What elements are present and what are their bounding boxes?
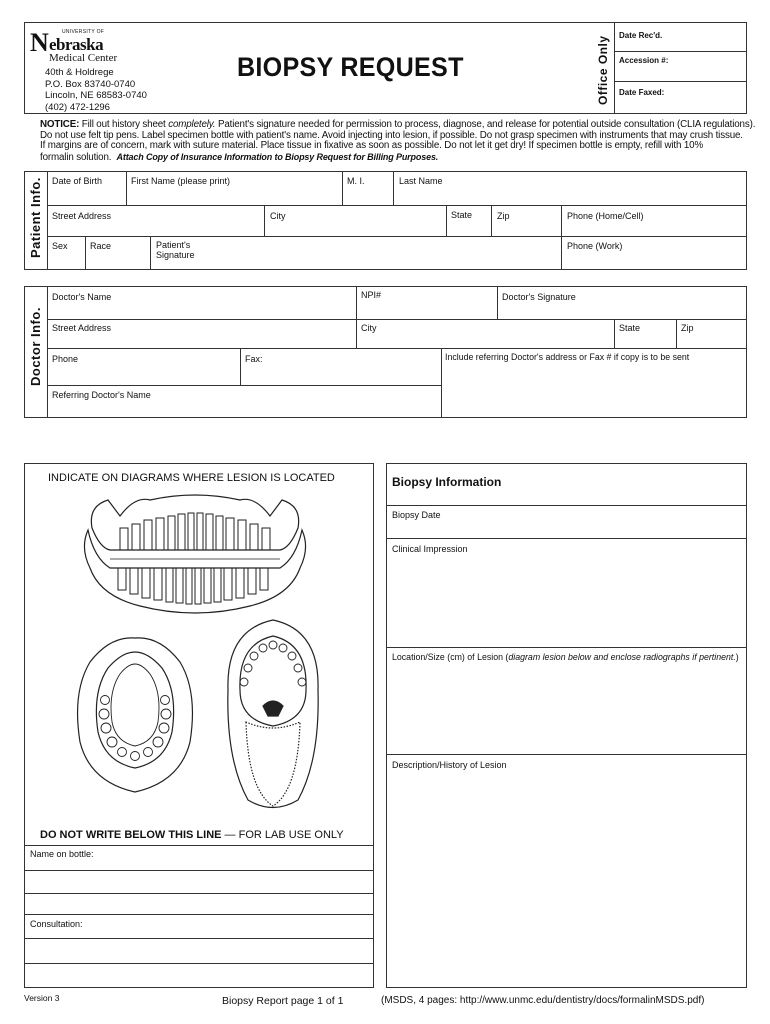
doctor-city-field[interactable]: [357, 334, 613, 347]
description-history-field[interactable]: [387, 772, 746, 986]
diagram-heading: INDICATE ON DIAGRAMS WHERE LESION IS LOCATED: [48, 472, 335, 484]
doctor-name-label: Doctor's Name: [52, 292, 112, 302]
address-line: (402) 472-1296: [45, 101, 110, 113]
notice-line: Do not use felt tip pens. Label specimen bottle with patient's name. Avoid injecting into lesion, if possible. Do not grasp specimen with instruments that may crush tissue.: [40, 129, 743, 141]
doctor-street-field[interactable]: [48, 334, 355, 347]
row-line: [47, 236, 747, 237]
sex-label: Sex: [52, 241, 68, 251]
mi-field[interactable]: [343, 188, 392, 204]
page-title: BIOPSY REQUEST: [237, 52, 464, 82]
doctor-state-field[interactable]: [615, 334, 675, 347]
state-label: State: [451, 210, 473, 220]
location-size-label: [392, 652, 739, 662]
insurance-notice: Attach Copy of Insurance Information to Biopsy Request for Billing Purposes.: [116, 152, 439, 163]
notice-text-d: formalin solution.: [40, 152, 112, 164]
row-line: [24, 893, 374, 894]
biopsy-date-field[interactable]: [387, 521, 746, 537]
npi-field[interactable]: [357, 301, 496, 318]
doctor-signature-label: Doctor's Signature: [502, 292, 576, 302]
doctor-name-field[interactable]: [48, 303, 355, 318]
clinical-impression-label: Clinical Impression: [392, 544, 468, 554]
location-label-b: diagram lesion below and enclose radiographs if pertinent.: [508, 652, 736, 662]
street-label: Street Address: [52, 211, 112, 221]
clinical-impression-field[interactable]: [387, 556, 746, 646]
doctor-zip-label: Zip: [681, 323, 694, 333]
lab-use-heading: [40, 829, 344, 841]
row-line: [47, 319, 747, 320]
last-name-field[interactable]: [394, 188, 746, 204]
office-divider: [614, 22, 615, 114]
zip-label: Zip: [497, 211, 510, 221]
description-history-label: Description/History of Lesion: [392, 760, 507, 770]
phone-home-label: Phone (Home/Cell): [567, 211, 644, 221]
signature-label-1: Patient's: [156, 240, 191, 250]
address-block: [45, 67, 147, 113]
doctor-city-label: City: [361, 323, 377, 333]
signature-label-2: Signature: [156, 250, 195, 260]
date-faxed-label: Date Faxed:: [619, 88, 665, 97]
name-on-bottle-label: Name on bottle:: [30, 849, 94, 859]
notice-line: If margins are of concern, mark with suture material. Place tissue in fixative as soon as possible. Do not let it get dry! If specimen bottle is empty, refill with 10%: [40, 140, 704, 152]
phone-home-field[interactable]: [562, 221, 746, 235]
phone-work-field[interactable]: [562, 252, 746, 269]
biopsy-info-heading: Biopsy Information: [392, 475, 502, 489]
row-line: [386, 505, 747, 506]
notice-text-c: Patient's signature needed for permission to process, diagnose, and release for potential outside consultation (CLIA regulations).: [215, 119, 756, 130]
consultation-label: Consultation:: [30, 919, 83, 929]
lab-use-bold: DO NOT WRITE BELOW THIS LINE: [40, 829, 222, 841]
city-label: City: [270, 211, 286, 221]
notice-text-b: completely.: [168, 119, 216, 130]
race-field[interactable]: [86, 252, 149, 269]
doctor-fax-field[interactable]: [241, 366, 440, 384]
notice-line: [40, 152, 750, 164]
page-label: Biopsy Report page 1 of 1: [222, 995, 344, 1007]
mi-label: M. I.: [347, 176, 365, 186]
date-recd-label: Date Rec'd.: [619, 31, 663, 40]
sex-field[interactable]: [48, 252, 84, 269]
msds-link[interactable]: (MSDS, 4 pages: http://www.unmc.edu/dentistry/docs/formalinMSDS.pdf): [381, 995, 705, 1006]
state-field[interactable]: [447, 221, 490, 235]
office-only-label: Office Only: [596, 35, 610, 105]
name-on-bottle-field[interactable]: [25, 860, 373, 908]
signature-label: [156, 240, 195, 260]
doctor-info-label: Doctor Info.: [28, 307, 43, 386]
logo-n-icon: N: [30, 28, 49, 57]
notice-text-a: Fill out history sheet: [79, 119, 169, 130]
address-line: Lincoln, NE 68583-0740: [45, 90, 147, 101]
race-label: Race: [90, 241, 112, 251]
referring-doctor-label: Referring Doctor's Name: [52, 390, 151, 400]
row-line: [24, 963, 374, 964]
row-line: [386, 647, 747, 648]
accession-label: Accession #:: [619, 56, 669, 65]
first-name-label: First Name (please print): [131, 176, 231, 186]
row-line: [24, 938, 374, 939]
doctor-phone-label: Phone: [52, 354, 79, 364]
doctor-phone-field[interactable]: [48, 366, 239, 384]
col-line: [150, 236, 151, 270]
doctor-street-label: Street Address: [52, 323, 112, 333]
city-field[interactable]: [265, 221, 445, 235]
row-line: [47, 385, 441, 386]
doctor-fax-label: Fax:: [245, 354, 263, 364]
version-label: Version 3: [24, 993, 60, 1003]
office-line: [614, 51, 747, 52]
address-line: 40th & Holdrege: [45, 67, 114, 78]
office-line: [614, 81, 747, 82]
row-line: [24, 870, 374, 871]
dob-field[interactable]: [48, 188, 125, 204]
logo-university: UNIVERSITY OF: [62, 29, 105, 35]
first-name-field[interactable]: [127, 188, 341, 204]
date-recd-field[interactable]: [660, 30, 745, 48]
dob-label: Date of Birth: [52, 176, 103, 186]
row-line: [47, 348, 747, 349]
patient-info-label: Patient Info.: [28, 177, 43, 258]
doctor-state-label: State: [619, 323, 641, 333]
unmc-logo: [30, 27, 130, 65]
logo-name-tail: ebraska: [49, 35, 104, 54]
signature-field[interactable]: [200, 240, 560, 269]
notice-text: [40, 119, 756, 164]
accession-field[interactable]: [665, 55, 745, 75]
phone-work-label: Phone (Work): [567, 241, 623, 251]
zip-field[interactable]: [492, 221, 560, 235]
logo-sub: Medical Center: [49, 52, 118, 64]
jaw-diagram: [80, 488, 310, 618]
open-mouth-diagram: [218, 610, 328, 820]
col-line: [441, 348, 442, 418]
location-label-a: Location/Size (cm) of Lesion (: [392, 652, 509, 662]
lower-arch-diagram: [70, 632, 200, 802]
include-note: Include referring Doctor's address or Fax # if copy is to be sent: [445, 352, 690, 362]
npi-label: NPI#: [361, 290, 382, 300]
location-label-c: ): [735, 652, 739, 662]
doctor-zip-field[interactable]: [677, 334, 746, 347]
lab-use-rest: — FOR LAB USE ONLY: [221, 829, 344, 841]
row-line: [386, 538, 747, 539]
last-name-label: Last Name: [399, 176, 443, 186]
lab-divider: [24, 845, 374, 846]
street-field[interactable]: [48, 221, 263, 235]
biopsy-date-label: Biopsy Date: [392, 510, 441, 520]
notice-bold: NOTICE:: [40, 119, 80, 130]
row-line: [386, 754, 747, 755]
location-size-field[interactable]: [387, 664, 746, 753]
referring-doctor-field[interactable]: [48, 401, 440, 417]
doctor-signature-field[interactable]: [498, 303, 746, 318]
row-line: [24, 914, 374, 915]
address-line: P.O. Box 83740-0740: [45, 78, 136, 90]
row-line: [47, 205, 747, 206]
date-faxed-field[interactable]: [662, 86, 745, 106]
